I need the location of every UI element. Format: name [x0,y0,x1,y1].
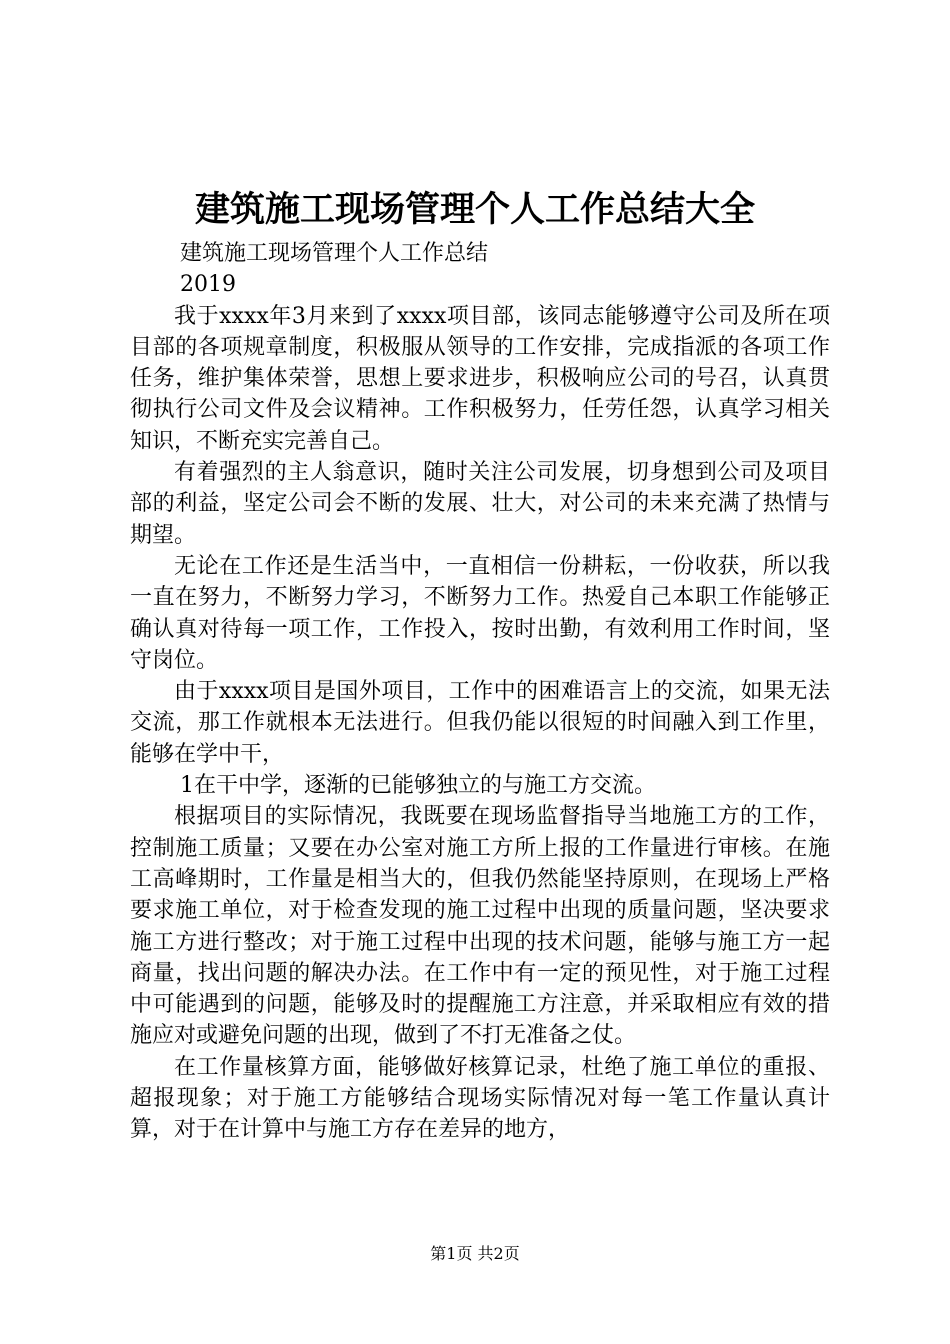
document-year: 2019 [180,272,236,298]
document-body [130,238,830,1146]
paragraph: 由于xxxx项目是国外项目，工作中的困难语言上的交流，如果无法交流，那工作就根本无法进行。但我仍能以很短的时间融入到工作里，能够在学中干， [130,679,830,767]
page-number-label: 第1页 共2页 [430,1244,520,1263]
paragraph: 根据项目的实际情况，我既要在现场监督指导当地施工方的工作，控制施工质量；又要在办公室对施工方所上报的工作量进行审核。在施工高峰期时，工作量是相当大的，但我仍然能坚持原则，在现场上严格要求施工单位，对于检查发现的施工过程中出现的质量问题，坚决要求施工方进行整改；对于施工过程中出现的技术问题，能够与施工方一起商量，找出问题的解决办法。在工作中有一定的预见性，对于施工过程中可能遇到的问题，能够及时的提醒施工方注意，并采取相应有效的措施应对或避免问题的出现，做到了不打无准备之仗。 [130,804,830,1049]
paragraph: 有着强烈的主人翁意识，随时关注公司发展，切身想到公司及项目部的利益，坚定公司会不断的发展、壮大，对公司的未来充满了热情与期望。 [130,460,830,548]
document-subtitle: 建筑施工现场管理个人工作总结 [180,241,489,266]
paragraph: 我于xxxx年3月来到了xxxx项目部，该同志能够遵守公司及所在项目部的各项规章制度，积极服从领导的工作安排，完成指派的各项工作任务，维护集体荣誉，思想上要求进步，积极响应公司的号召，认真贯彻执行公司文件及会议精神。工作积极努力，任劳任怨，认真学习相关知识，不断充实完善自己。 [130,303,830,454]
page-footer [0,1243,950,1265]
paragraph: 无论在工作还是生活当中，一直相信一份耕耘，一份收获，所以我一直在努力，不断努力学习，不断努力工作。热爱自己本职工作能够正确认真对待每一项工作，工作投入，按时出勤，有效利用工作时间，坚守岗位。 [130,553,830,673]
paragraph: 在工作量核算方面，能够做好核算记录，杜绝了施工单位的重报、超报现象；对于施工方能够结合现场实际情况对每一笔工作量认真计算，对于在计算中与施工方存在差异的地方， [130,1054,830,1143]
paragraph: 1在干中学，逐渐的已能够独立的与施工方交流。 [180,773,656,799]
document-title: 建筑施工现场管理个人工作总结大全 [194,189,755,230]
